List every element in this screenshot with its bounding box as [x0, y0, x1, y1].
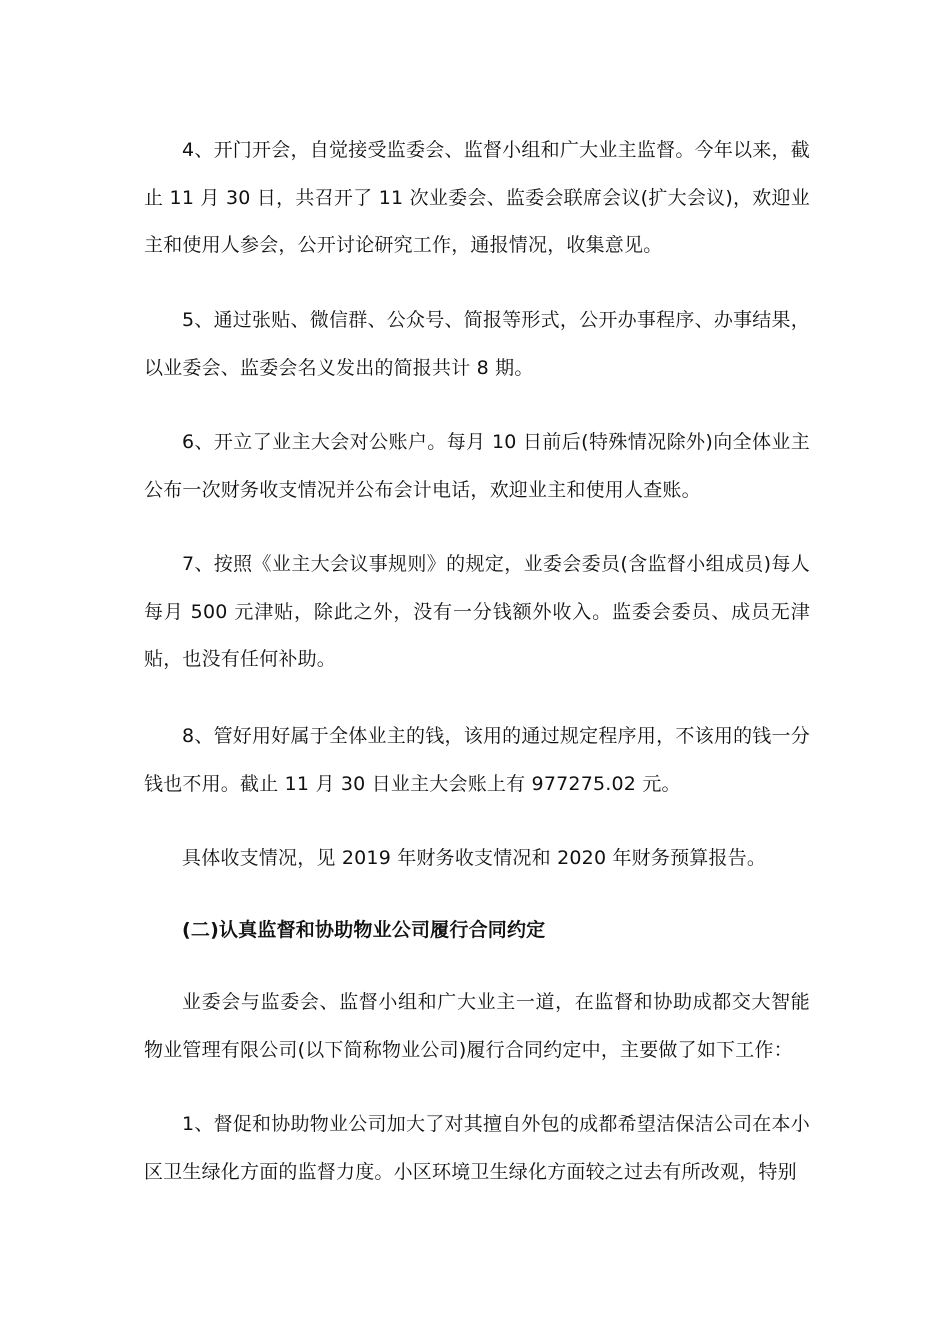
paragraph-item-8: 8、管好用好属于全体业主的钱，该用的通过规定程序用，不该用的钱一分钱也不用。截止 11 月 30 日业主大会账上有 977275.02 元。 — [144, 725, 810, 795]
paragraph-intro: 业委会与监委会、监督小组和广大业主一道，在监督和协助成都交大智能物业管理有限公司(以下简称物业公司)履行合同约定中，主要做了如下工作： — [144, 991, 810, 1061]
paragraph-item-7: 7、按照《业主大会议事规则》的规定，业委会委员(含监督小组成员)每人每月 500 元津贴，除此之外，没有一分钱额外收入。监委会委员、成员无津贴，也没有任何补助。 — [144, 553, 810, 670]
paragraph-item-5: 5、通过张贴、微信群、公众号、简报等形式，公开办事程序、办事结果，以业委会、监委会名义发出的简报共计 8 期。 — [144, 309, 810, 379]
section-heading: (二)认真监督和协助物业公司履行合同约定 — [182, 919, 546, 941]
paragraph-item-4: 4、开门开会，自觉接受监委会、监督小组和广大业主监督。今年以来，截止 11 月 30 日，共召开了 11 次业委会、监委会联席会议(扩大会议)，欢迎业主和使用人参会，公开讨论研究工作，通报情况，收集意见。 — [144, 139, 810, 256]
paragraph-item-1: 1、督促和协助物业公司加大了对其擅自外包的成都希望洁保洁公司在本小区卫生绿化方面的监督力度。小区环境卫生绿化方面较之过去有所改观，特别 — [144, 1113, 810, 1183]
paragraph-item-6: 6、开立了业主大会对公账户。每月 10 日前后(特殊情况除外)向全体业主公布一次财务收支情况并公布会计电话，欢迎业主和使用人查账。 — [144, 431, 810, 501]
paragraph-summary: 具体收支情况，见 2019 年财务收支情况和 2020 年财务预算报告。 — [182, 847, 767, 869]
